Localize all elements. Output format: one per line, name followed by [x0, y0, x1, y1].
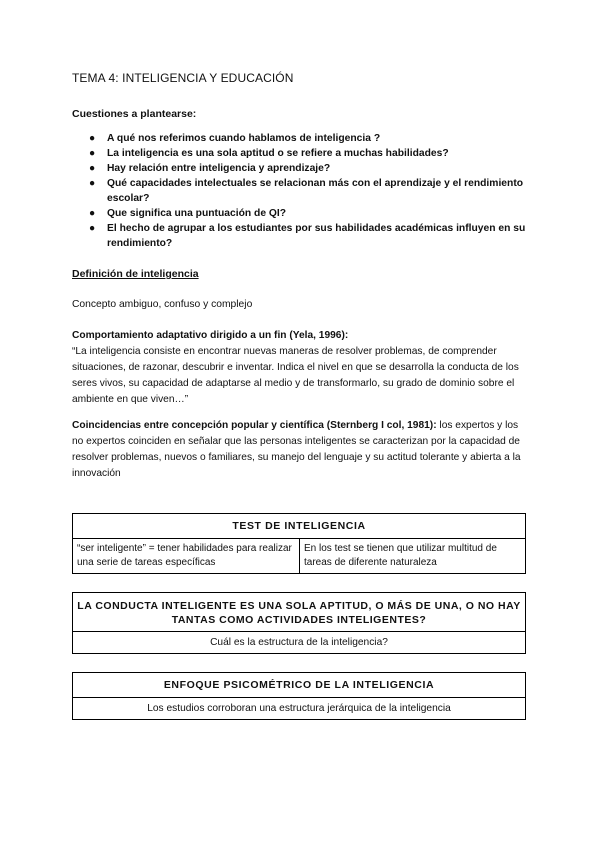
- questions-list: [72, 131, 528, 251]
- adaptive-heading: Comportamiento adaptativo dirigido a un fin (Yela, 1996):: [72, 330, 349, 341]
- test-table-header: TEST DE INTELIGENCIA: [232, 520, 366, 532]
- list-item: [72, 131, 528, 146]
- question-text: Que significa una puntuación de QI?: [107, 208, 287, 219]
- test-table-right-cell: En los test se tienen que utilizar multitud de tareas de diferente naturaleza: [299, 539, 525, 573]
- list-item: [72, 146, 528, 161]
- bullet-icon: ●: [89, 163, 96, 174]
- coincidencias-heading: Coincidencias entre concepción popular y científica (Sternberg I col, 1981):: [72, 420, 437, 431]
- conducta-table-body: Cuál es la estructura de la inteligencia?: [210, 637, 388, 648]
- list-item: [72, 206, 528, 221]
- coincidencias-text: los expertos y los no expertos coinciden en señalar que las personas inteligentes se caracterizan por la capacidad de resolver problemas, nuevos o familiares, su manejo del lenguaje y su actitud tolerante y abierta a la innovación: [72, 420, 521, 479]
- questions-heading: Cuestiones a plantearse:: [72, 108, 197, 120]
- enfoque-table-header: ENFOQUE PSICOMÉTRICO DE LA INTELIGENCIA: [163, 679, 435, 691]
- conducta-table-header: LA CONDUCTA INTELIGENTE ES UNA SOLA APTITUD, O MÁS DE UNA, O NO HAY TANTAS COMO ACTIVIDADES INTELIGENTES?: [77, 600, 521, 626]
- question-text: Hay relación entre inteligencia y aprendizaje?: [107, 163, 331, 174]
- bullet-icon: ●: [89, 148, 96, 159]
- question-text: A qué nos referimos cuando hablamos de inteligencia ?: [107, 133, 381, 144]
- question-text: El hecho de agrupar a los estudiantes por sus habilidades académicas influyen en su rendimiento?: [107, 223, 526, 249]
- enfoque-table: [72, 672, 526, 720]
- adaptive-text: “La inteligencia consiste en encontrar nuevas maneras de resolver problemas, de comprender situaciones, de razonar, descubrir e inventar. Indica el nivel en que se desarrolla la conducta de los seres vivos, su capacidad de adaptarse al medio y de transformarlo, su grado de dominio sobre el ambiente en que viven…”: [72, 346, 519, 405]
- bullet-icon: ●: [89, 223, 96, 234]
- list-item: [72, 221, 528, 251]
- document-title: TEMA 4: INTELIGENCIA Y EDUCACIÓN: [72, 71, 294, 85]
- bullet-icon: ●: [89, 133, 96, 144]
- adaptive-block: [72, 328, 528, 408]
- question-text: Qué capacidades intelectuales se relacionan más con el aprendizaje y el rendimiento escolar?: [107, 178, 524, 204]
- enfoque-table-body: Los estudios corroboran una estructura jerárquica de la inteligencia: [147, 703, 451, 714]
- question-text: La inteligencia es una sola aptitud o se refiere a muchas habilidades?: [107, 148, 449, 159]
- test-table: [72, 513, 526, 574]
- document-page: [72, 70, 528, 482]
- bullet-icon: ●: [89, 178, 96, 189]
- list-item: [72, 161, 528, 176]
- conducta-table: [72, 592, 526, 654]
- coincidencias-block: [72, 418, 528, 482]
- test-table-left-cell: “ser inteligente” = tener habilidades para realizar una serie de tareas específicas: [77, 543, 292, 568]
- bullet-icon: ●: [89, 208, 96, 219]
- concept-text: Concepto ambiguo, confuso y complejo: [72, 299, 253, 310]
- list-item: [72, 176, 528, 206]
- definition-heading: Definición de inteligencia: [72, 268, 199, 280]
